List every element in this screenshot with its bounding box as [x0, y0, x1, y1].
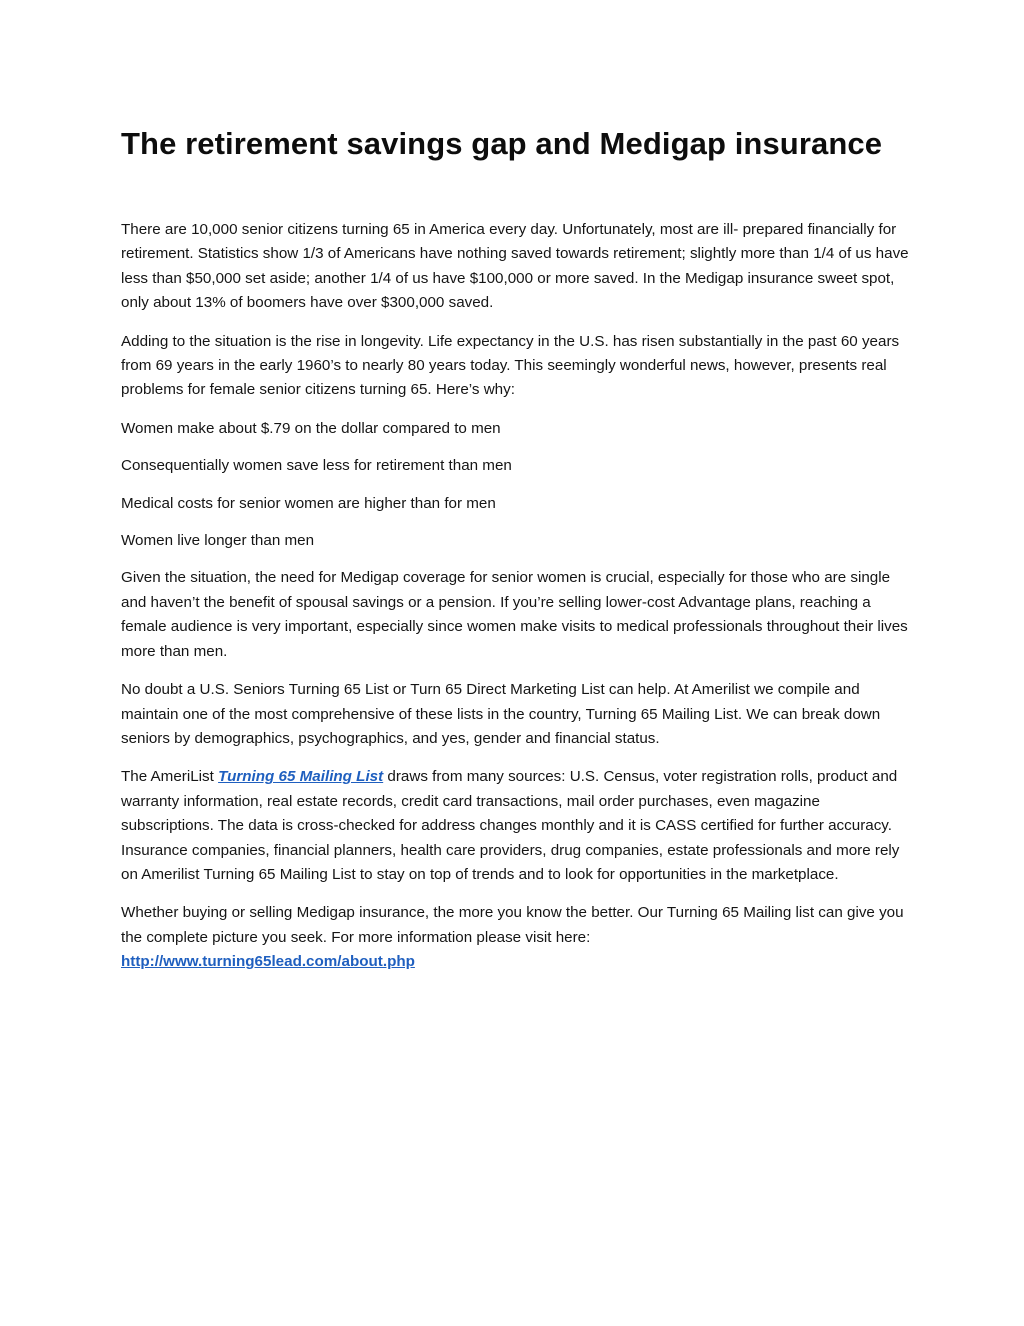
sources-text-before: The AmeriList: [121, 768, 219, 786]
paragraph-intro: There are 10,000 senior citizens turning 65 in America every day. Unfortunately, most are ill- prepared financially for retirement. Statistics show 1/3 of Americans have nothing saved towards retirement; slightly more than 1/4 of us have less than $50,000 set aside; another 1/4 of us have $100,000 or more saved. In the Medigap insurance sweet spot, only about 13% of boomers have over $300,000 saved.: [121, 221, 909, 312]
paragraph-mailing-list: No doubt a U.S. Seniors Turning 65 List or Turn 65 Direct Marketing List can help. At Amerilist we compile and maintain one of the most comprehensive of these lists in the country, Turning 65 Mailing List. We can break down seniors by demographics, psychographics, and yes, gender and financial status.: [121, 681, 881, 747]
paragraph-longevity: Adding to the situation is the rise in longevity. Life expectancy in the U.S. has risen substantially in the past 60 years from 69 years in the early 1960’s to nearly 80 years today. This seemingly wonderful news, however, presents real problems for female senior citizens turning 65. Here’s why:: [121, 332, 900, 399]
about-page-link[interactable]: http://www.turning65lead.com/about.php: [121, 953, 415, 971]
document-body: [121, 122, 911, 989]
paragraph-sources: [121, 765, 911, 887]
reason-item-savings: Consequentially women save less for retirement than men: [121, 457, 512, 475]
document-title: The retirement savings gap and Medigap insurance: [121, 126, 883, 161]
closing-text: Whether buying or selling Medigap insurance, the more you know the better. Our Turning 65 Mailing list can give you the complete picture you seek. For more information please visit here:: [121, 904, 904, 946]
paragraph-closing: [121, 901, 911, 974]
reason-item-longevity: Women live longer than men: [121, 532, 315, 550]
reason-item-medical-costs: Medical costs for senior women are higher than for men: [121, 494, 496, 512]
paragraph-medigap-need: Given the situation, the need for Medigap coverage for senior women is crucial, especially for those who are single and haven’t the benefit of spousal savings or a pension. If you’re selling lower-cost Advantage plans, reaching a female audience is very important, especially since women make visits to medical professionals throughout their lives more than men.: [121, 569, 908, 660]
turning-65-mailing-list-link[interactable]: Turning 65 Mailing List: [218, 768, 384, 786]
reason-item-earnings: Women make about $.79 on the dollar compared to men: [121, 419, 501, 437]
sources-text-after: draws from many sources: U.S. Census, voter registration rolls, product and warranty information, real estate records, credit card transactions, mail order purchases, even magazine subscriptions. The data is cross-checked for address changes monthly and it is CASS certified for further accuracy. Insurance companies, financial planners, health care providers, drug companies, estate professionals and more rely on Amerilist Turning 65 Mailing List to stay on top of trends and to look for opportunities in the marketplace.: [121, 768, 900, 883]
